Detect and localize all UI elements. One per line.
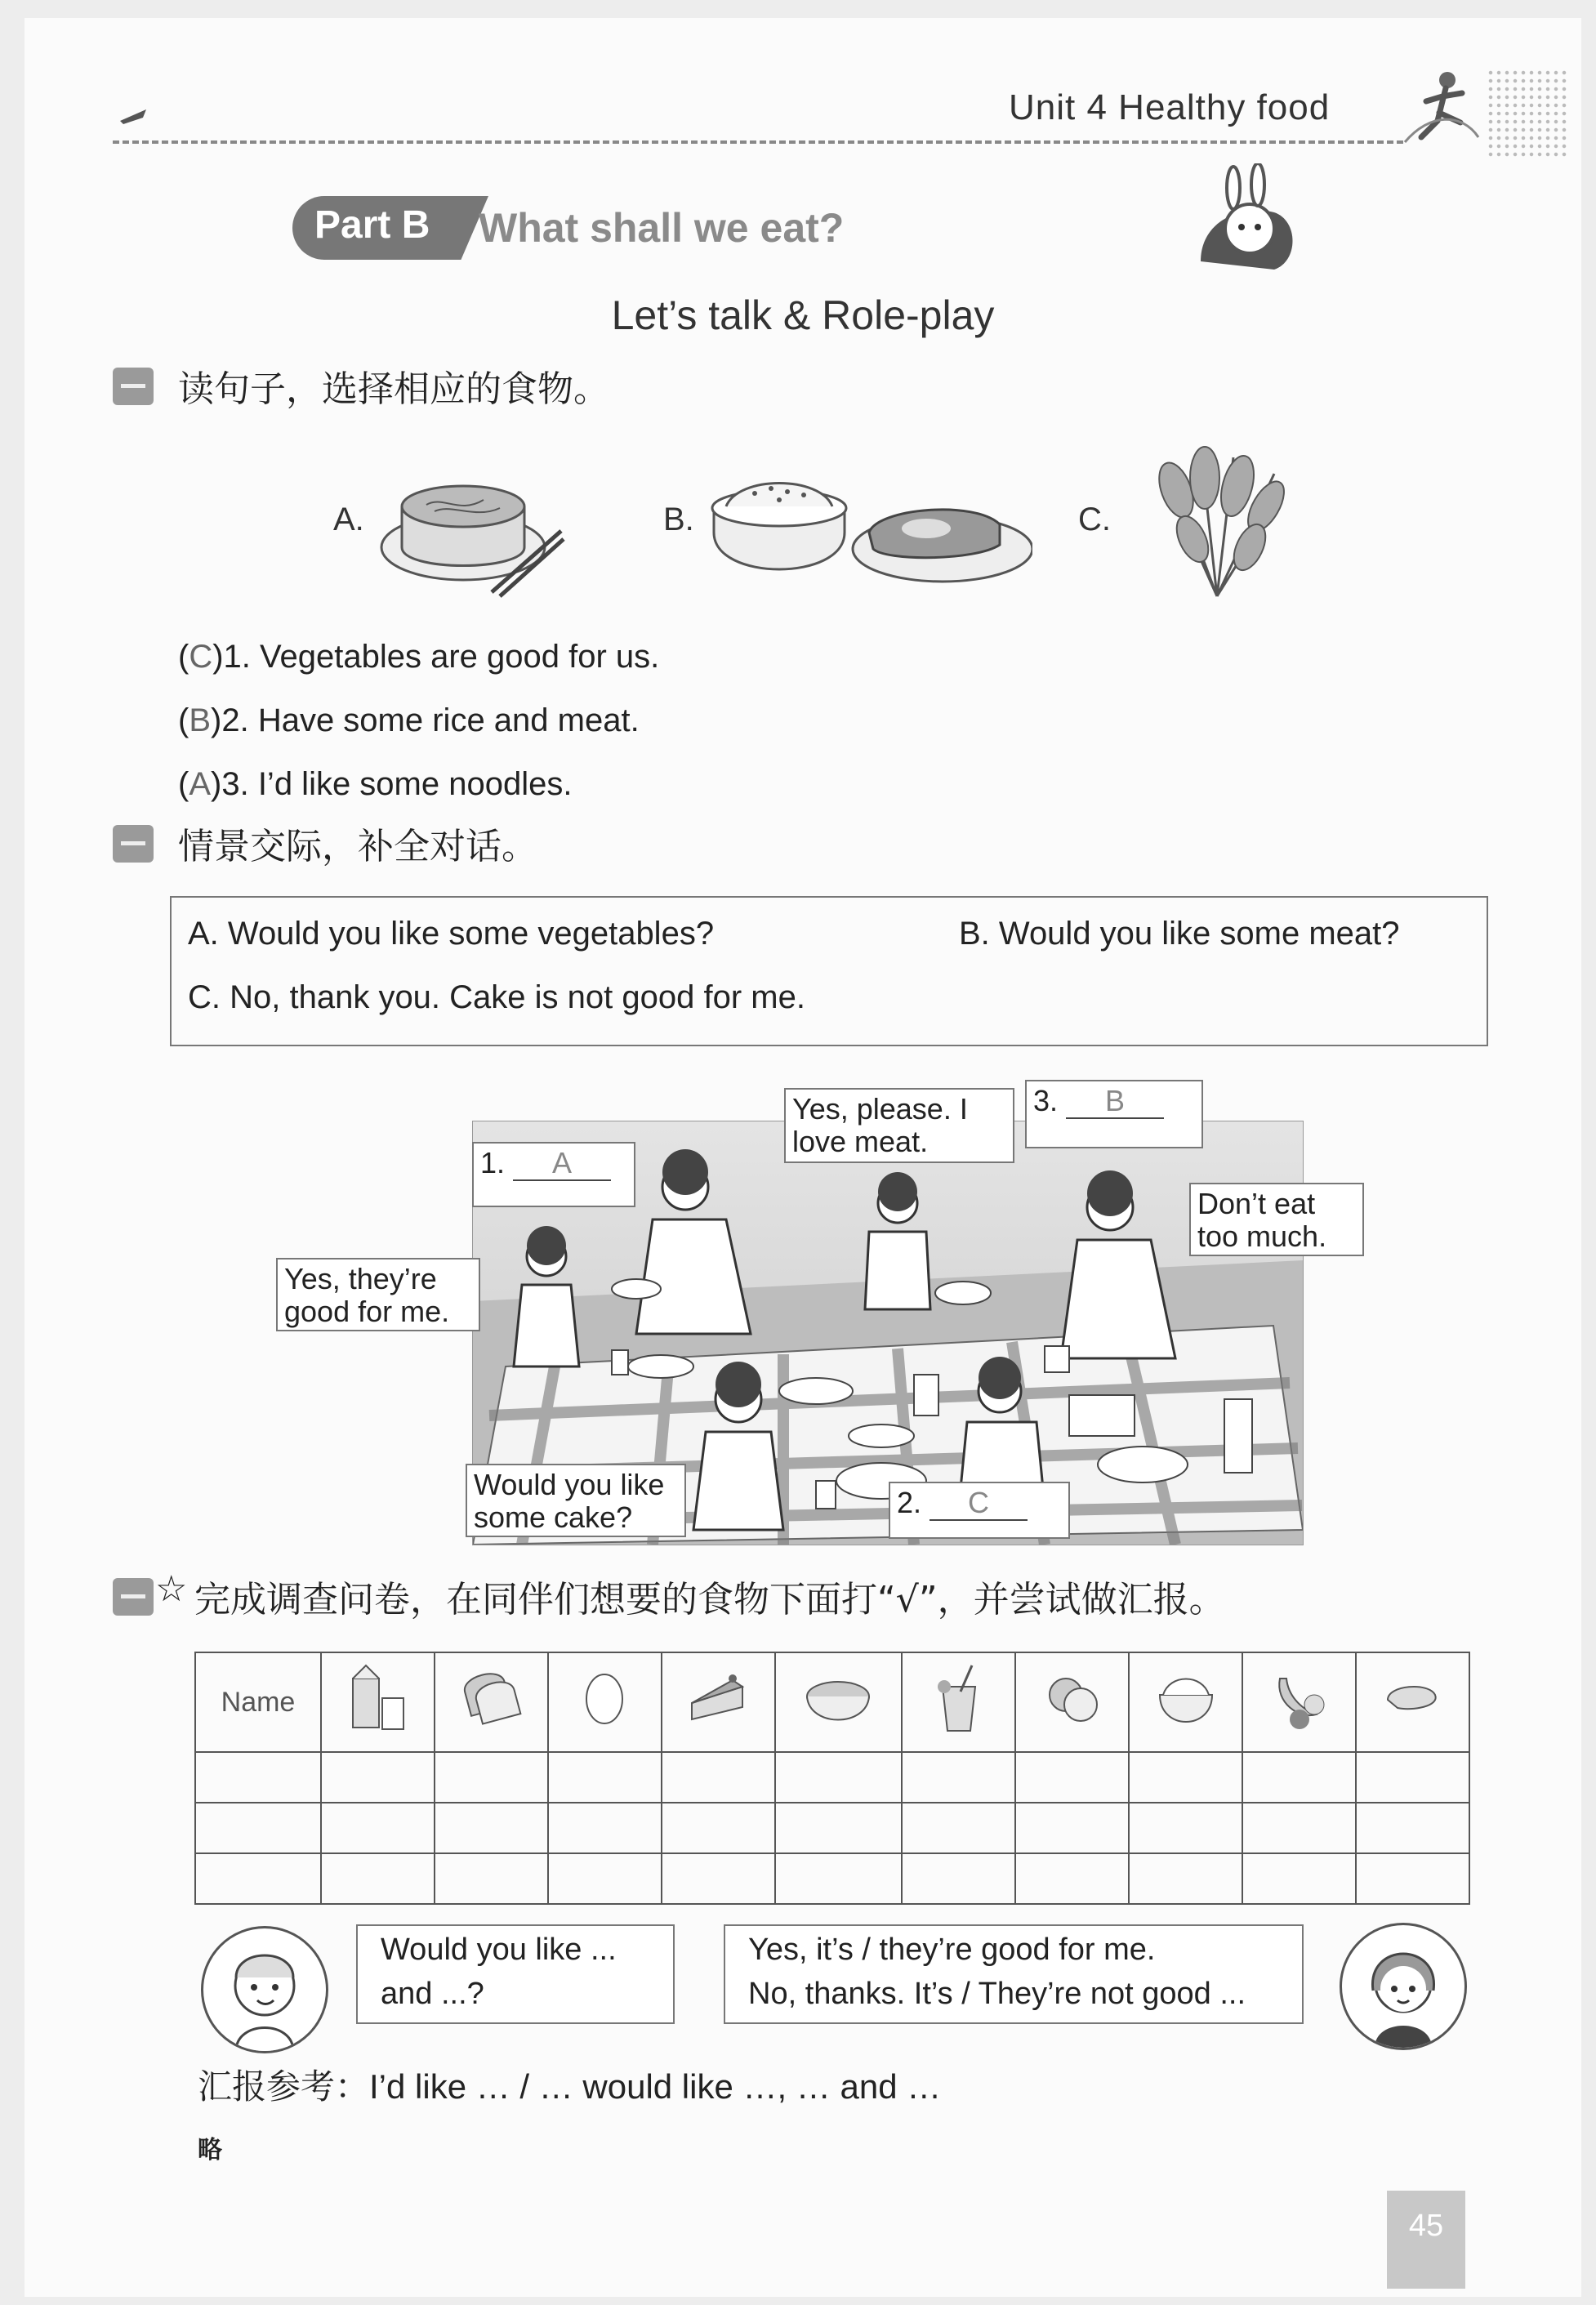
milk-icon — [321, 1652, 435, 1752]
juice-icon — [902, 1652, 1015, 1752]
survey-row — [195, 1853, 1469, 1904]
blank-2-number: 2. — [897, 1486, 922, 1519]
blank-2-answer: C — [930, 1487, 1028, 1521]
part-label: Part B — [314, 203, 430, 247]
decorative-dots — [1487, 69, 1568, 158]
question-1: (C)1. Vegetables are good for us. — [178, 639, 660, 675]
survey-header-row — [195, 1652, 1469, 1752]
rabbit-mascot-icon — [1176, 163, 1315, 278]
name-header: Name — [195, 1652, 321, 1752]
lesson-subtitle: Let’s talk & Role-play — [611, 292, 995, 338]
question-3-text: 3. I’d like some noodles. — [221, 766, 573, 802]
answer-3: A — [189, 766, 212, 802]
meat-icon — [1356, 1652, 1469, 1752]
rice-icon — [1129, 1652, 1242, 1752]
section-1-badge — [113, 368, 154, 405]
part-title: What shall we eat? — [479, 205, 845, 251]
cake-icon — [662, 1652, 775, 1752]
noodle-bowl-icon — [377, 449, 565, 604]
report-reference: 汇报参考：I’d like … / … would like …, … and … — [198, 2067, 942, 2106]
option-a-label: A. — [333, 502, 364, 537]
section-2-instruction: 情景交际，补全对话。 — [178, 826, 537, 867]
bread-icon — [435, 1652, 548, 1752]
choice-a: A. Would you like some vegetables? — [188, 916, 715, 952]
survey-row — [195, 1803, 1469, 1853]
noodles-icon — [775, 1652, 902, 1752]
option-c-label: C. — [1078, 502, 1111, 537]
right-speech-line-2: No, thanks. It’s / They’re not good ... — [748, 1977, 1246, 2011]
choice-box — [170, 896, 1488, 1046]
question-2: (B)2. Have some rice and meat. — [178, 702, 640, 738]
answer-note: 略 — [198, 2136, 222, 2165]
choice-b: B. Would you like some meat? — [959, 916, 1400, 952]
left-speech-bubble: Would you like ... and ...? — [356, 1924, 675, 2024]
answer-2: B — [189, 702, 212, 738]
blank-1-answer: A — [513, 1147, 611, 1181]
rice-and-meat-icon — [706, 459, 1032, 598]
egg-icon — [548, 1652, 662, 1752]
blank-1-number: 1. — [480, 1146, 506, 1179]
girl-avatar — [1340, 1923, 1467, 2050]
pen-icon — [118, 106, 151, 131]
survey-row — [195, 1752, 1469, 1803]
runner-logo-icon — [1397, 64, 1487, 154]
vegetables-icon — [1015, 1652, 1129, 1752]
survey-table — [194, 1652, 1470, 1905]
right-speech-bubble — [724, 1924, 1304, 2024]
answer-1: C — [189, 639, 213, 675]
question-2-text: 2. Have some rice and meat. — [221, 702, 640, 738]
right-speech-line-1: Yes, it’s / they’re good for me. — [748, 1933, 1156, 1967]
section-3-star: ☆ — [155, 1568, 188, 1610]
page-number: 45 — [1408, 2209, 1444, 2243]
section-2-badge — [113, 825, 154, 863]
choice-c: C. No, thank you. Cake is not good for me. — [188, 979, 805, 1015]
blank-bubble-3 — [1025, 1080, 1203, 1148]
vegetables-icon — [1135, 441, 1315, 604]
section-3-badge — [113, 1578, 154, 1616]
page-number-tab — [1387, 2191, 1465, 2289]
boy-avatar — [201, 1926, 328, 2053]
question-3: (A)3. I’d like some noodles. — [178, 766, 573, 802]
vegetables-reply-bubble: Yes, they’re good for me. — [276, 1258, 480, 1331]
cake-question-bubble: Would you like some cake? — [466, 1464, 686, 1537]
fruit-icon — [1242, 1652, 1356, 1752]
blank-bubble-2 — [889, 1482, 1070, 1539]
header-divider — [113, 140, 1403, 144]
blank-3-answer: B — [1066, 1085, 1164, 1119]
unit-title: Unit 4 Healthy food — [1009, 87, 1331, 127]
workbook-page — [25, 18, 1581, 2297]
question-1-text: 1. Vegetables are good for us. — [223, 639, 660, 675]
meat-reply-bubble: Yes, please. I love meat. — [784, 1088, 1014, 1163]
blank-bubble-1 — [472, 1142, 635, 1207]
section-3-instruction: 完成调查问卷，在同伴们想要的食物下面打“√”，并尝试做汇报。 — [194, 1579, 1225, 1621]
section-1-instruction: 读句子，选择相应的食物。 — [178, 368, 609, 410]
option-b-label: B. — [663, 502, 694, 537]
dont-eat-bubble: Don’t eat too much. — [1189, 1183, 1364, 1256]
blank-3-number: 3. — [1033, 1084, 1059, 1117]
